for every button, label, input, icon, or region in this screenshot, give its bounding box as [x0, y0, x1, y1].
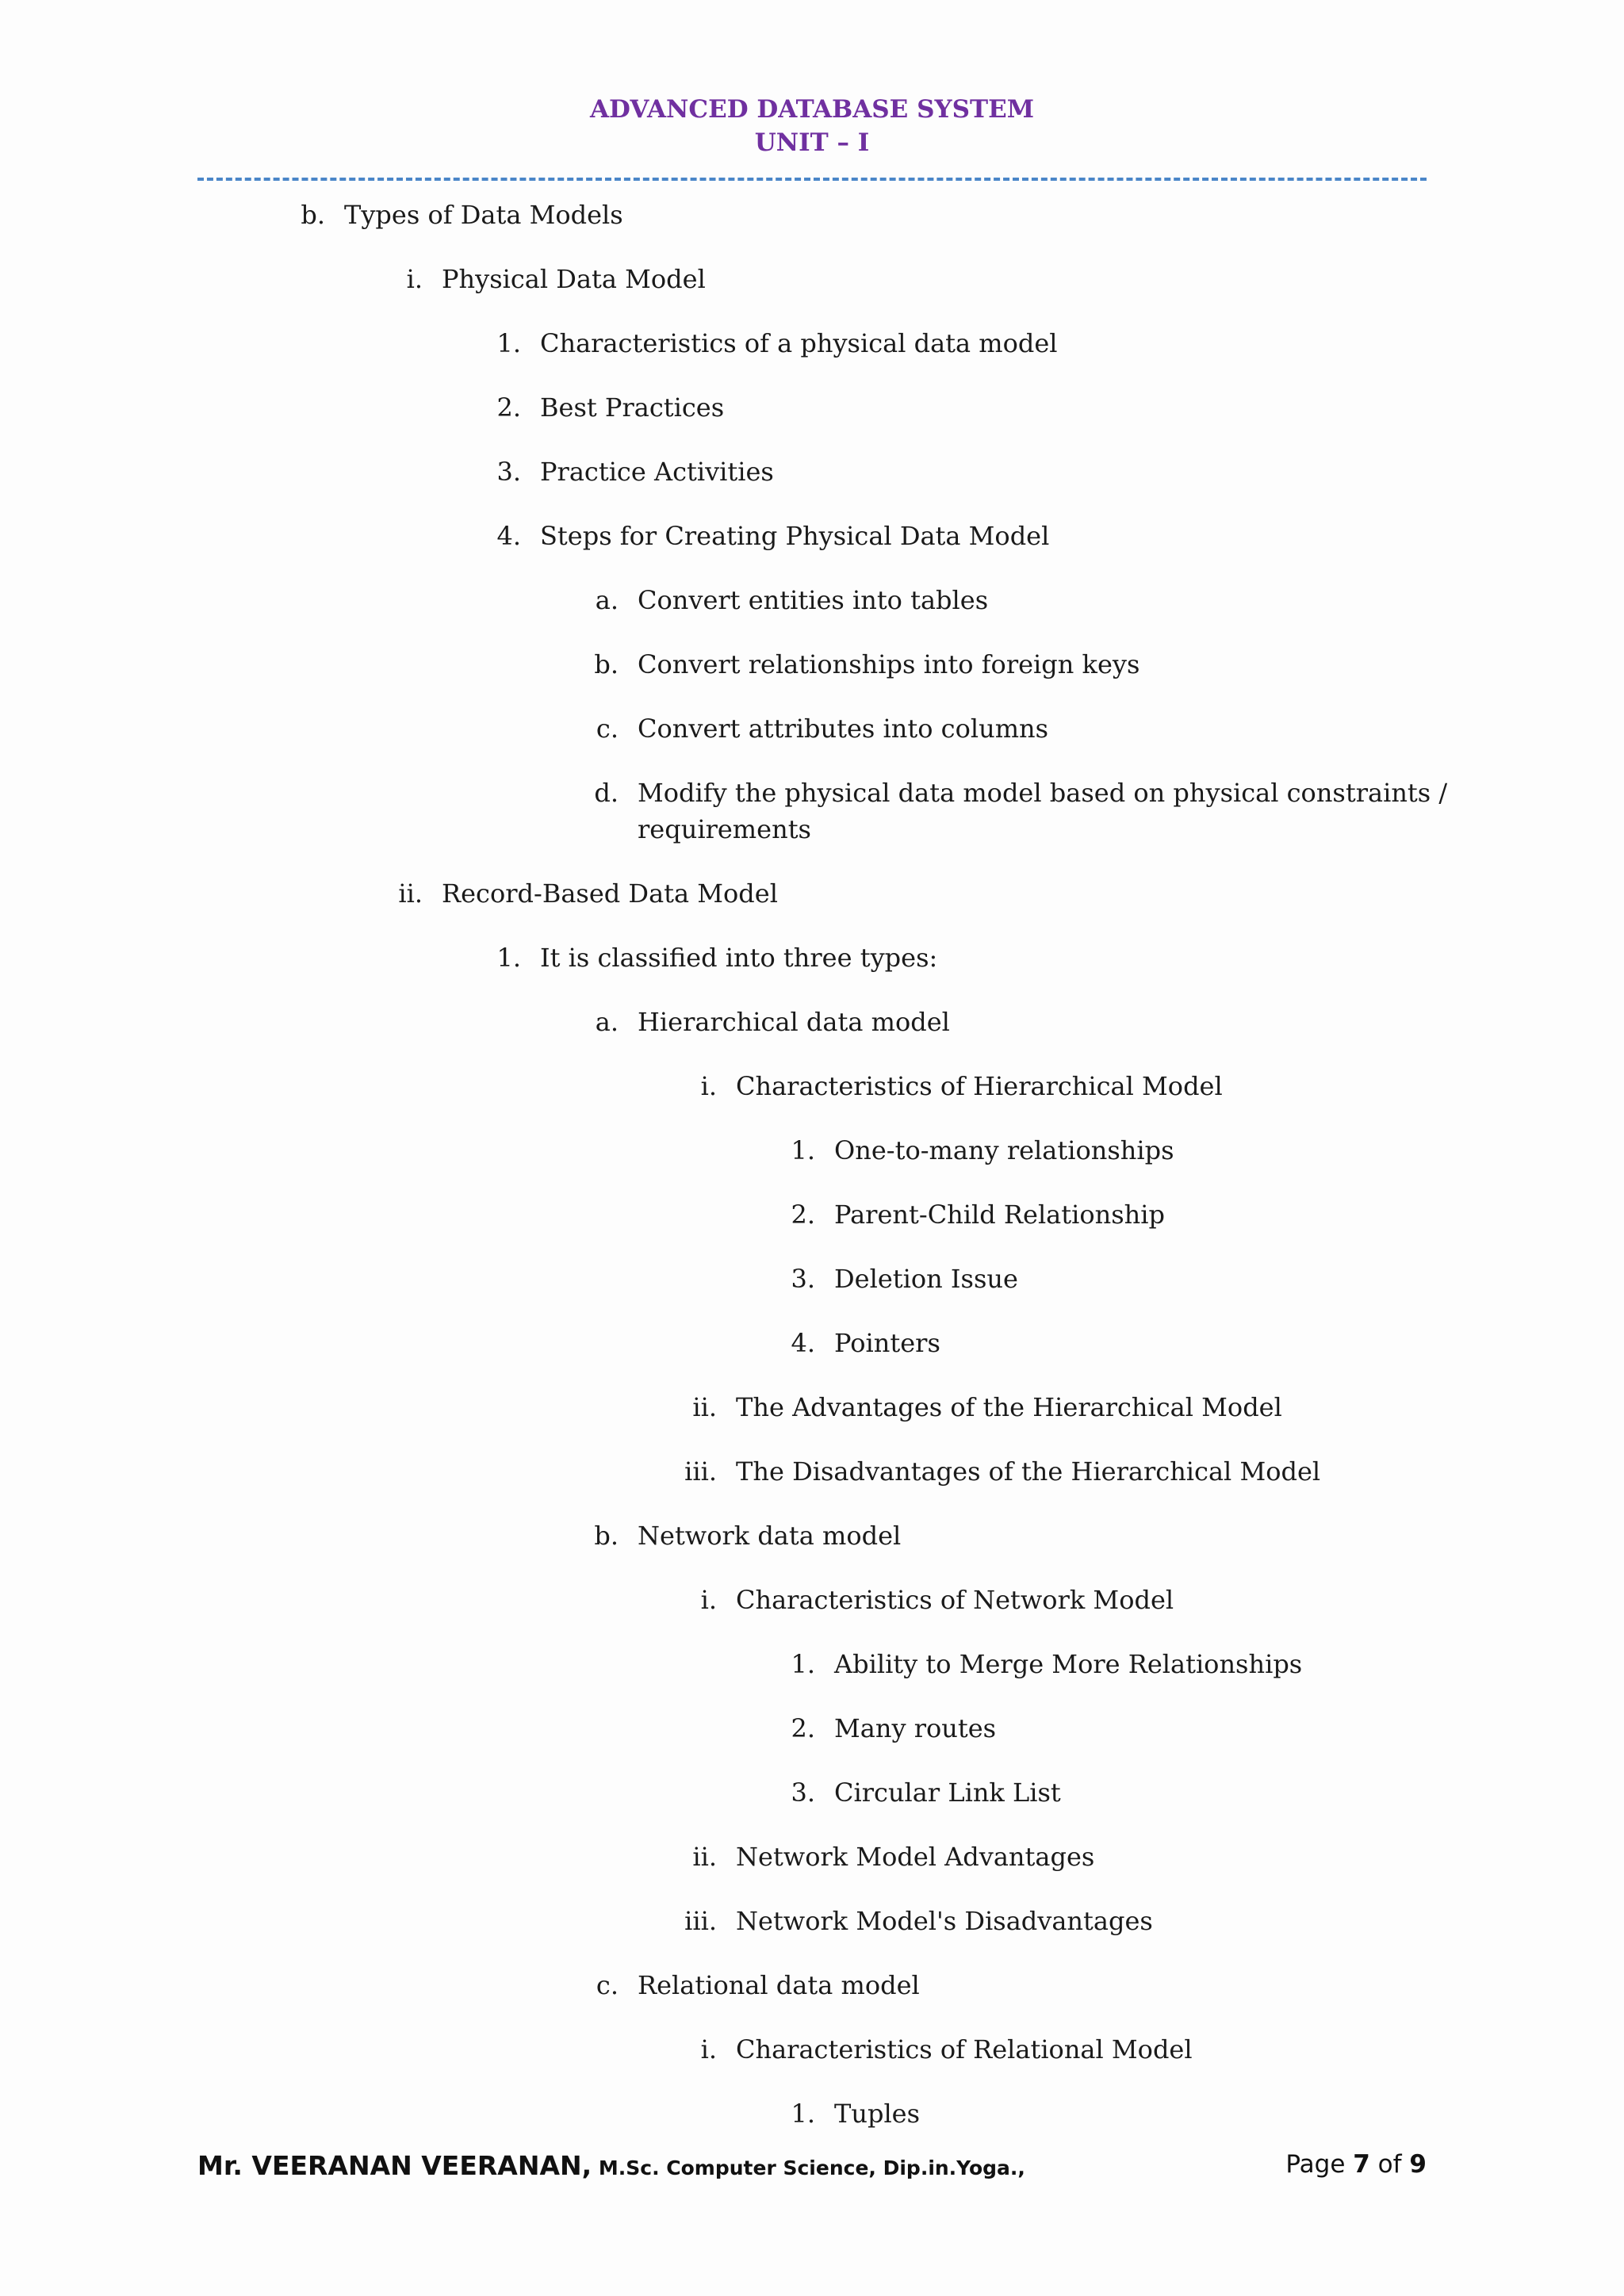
- author-qualifications: M.Sc. Computer Science, Dip.in.Yoga.,: [592, 2156, 1025, 2179]
- outline-marker: 3.: [496, 457, 521, 487]
- outline-item: [0, 1967, 1545, 2003]
- outline-item: [0, 710, 1545, 747]
- outline-text: Modify the physical data model based on physical constraints / requirements: [638, 778, 1448, 844]
- outline-text: One-to-many relationships: [834, 1135, 1174, 1165]
- page-total: 9: [1409, 2150, 1427, 2179]
- header-divider: [197, 178, 1427, 181]
- outline-marker: 2.: [496, 392, 521, 423]
- outline-marker: 3.: [791, 1264, 815, 1294]
- outline-text: Convert attributes into columns: [638, 714, 1049, 744]
- outline-text: It is classified into three types:: [540, 943, 938, 973]
- unit-title: UNIT – I: [754, 128, 870, 157]
- outline-text: Practice Activities: [540, 457, 774, 487]
- outline-marker: 3.: [791, 1777, 815, 1808]
- outline-item: [0, 2095, 1545, 2132]
- page-of: of: [1369, 2150, 1410, 2179]
- outline-marker: 1.: [791, 1649, 815, 1679]
- outline-item: [0, 2031, 1545, 2068]
- outline-text: Convert relationships into foreign keys: [638, 649, 1140, 679]
- outline-item: [0, 1261, 1545, 1297]
- outline-item: [0, 197, 1545, 233]
- outline-text: Characteristics of Hierarchical Model: [736, 1071, 1223, 1101]
- outline-marker: i.: [700, 2034, 717, 2064]
- outline-text: Relational data model: [638, 1970, 920, 2000]
- outline-item: [0, 1325, 1545, 1361]
- outline-item: [0, 453, 1545, 490]
- outline-marker: 1.: [496, 328, 521, 358]
- outline-marker: i.: [406, 264, 423, 294]
- outline-item: [0, 775, 1545, 848]
- outline-text: Characteristics of Relational Model: [736, 2034, 1193, 2064]
- outline-marker: 1.: [791, 1135, 815, 1165]
- outline-item: [0, 1517, 1545, 1554]
- outline-marker: b.: [594, 1521, 619, 1551]
- outline-marker: b.: [594, 649, 619, 679]
- outline-text: Network Model Advantages: [736, 1842, 1095, 1872]
- outline-text: Characteristics of a physical data model: [540, 328, 1058, 358]
- outline-text: Deletion Issue: [834, 1264, 1018, 1294]
- outline-text: Best Practices: [540, 392, 725, 423]
- outline-marker: ii.: [692, 1392, 717, 1422]
- outline-marker: 2.: [791, 1713, 815, 1743]
- outline-text: Circular Link List: [834, 1777, 1061, 1808]
- outline-marker: i.: [700, 1585, 717, 1615]
- outline-marker: d.: [594, 778, 619, 808]
- outline-marker: c.: [596, 1970, 619, 2000]
- outline-text: Ability to Merge More Relationships: [834, 1649, 1303, 1679]
- outline-text: Record-Based Data Model: [442, 878, 778, 909]
- outline-marker: b.: [301, 200, 325, 230]
- outline-text: Physical Data Model: [442, 264, 706, 294]
- document-title: ADVANCED DATABASE SYSTEM: [589, 95, 1035, 124]
- outline-marker: 4.: [791, 1328, 815, 1358]
- outline-item: [0, 325, 1545, 362]
- outline-item: [0, 939, 1545, 976]
- outline-marker: i.: [700, 1071, 717, 1101]
- outline-text: Hierarchical data model: [638, 1007, 950, 1037]
- outline-marker: iii.: [684, 1906, 717, 1936]
- page-current: 7: [1353, 2150, 1370, 2179]
- outline-text: Characteristics of Network Model: [736, 1585, 1174, 1615]
- outline-marker: 4.: [496, 521, 521, 551]
- outline-item: [0, 1453, 1545, 1490]
- outline-marker: ii.: [692, 1842, 717, 1872]
- author-name: Mr. VEERANAN VEERANAN,: [197, 2150, 592, 2181]
- outline-text: Many routes: [834, 1713, 997, 1743]
- outline-item: [0, 1710, 1545, 1747]
- outline-item: [0, 1196, 1545, 1233]
- outline-item: [0, 1132, 1545, 1169]
- outline-marker: c.: [596, 714, 619, 744]
- footer-author: [197, 2150, 1025, 2181]
- outline-item: [0, 1004, 1545, 1040]
- outline-text: The Advantages of the Hierarchical Model: [736, 1392, 1282, 1422]
- outline-marker: ii.: [398, 878, 423, 909]
- outline-text: Pointers: [834, 1328, 940, 1358]
- outline-item: [0, 1903, 1545, 1939]
- outline-text: Convert entities into tables: [638, 585, 989, 615]
- outline-item: [0, 582, 1545, 618]
- outline-item: [0, 518, 1545, 554]
- outline-item: [0, 1774, 1545, 1811]
- outline-item: [0, 1839, 1545, 1875]
- page-number: [1285, 2150, 1427, 2179]
- outline-item: [0, 1389, 1545, 1425]
- outline-text: Tuples: [834, 2099, 921, 2129]
- outline-text: Parent-Child Relationship: [834, 1200, 1165, 1230]
- outline-item: [0, 1646, 1545, 1682]
- outline-marker: 1.: [791, 2099, 815, 2129]
- page-prefix: Page: [1285, 2150, 1354, 2179]
- outline-item: [0, 1068, 1545, 1104]
- outline-item: [0, 646, 1545, 683]
- outline-marker: 1.: [496, 943, 521, 973]
- outline-marker: iii.: [684, 1456, 717, 1487]
- outline-marker: a.: [595, 585, 619, 615]
- outline-item: [0, 1582, 1545, 1618]
- outline-marker: 2.: [791, 1200, 815, 1230]
- outline-text: Network Model's Disadvantages: [736, 1906, 1153, 1936]
- outline-text: Steps for Creating Physical Data Model: [540, 521, 1050, 551]
- outline-item: [0, 875, 1545, 912]
- outline-text: Network data model: [638, 1521, 902, 1551]
- outline-item: [0, 389, 1545, 426]
- outline-marker: a.: [595, 1007, 619, 1037]
- outline-text: Types of Data Models: [344, 200, 623, 230]
- outline-text: The Disadvantages of the Hierarchical Model: [736, 1456, 1321, 1487]
- outline-list: [0, 197, 1624, 2160]
- outline-item: [0, 261, 1545, 297]
